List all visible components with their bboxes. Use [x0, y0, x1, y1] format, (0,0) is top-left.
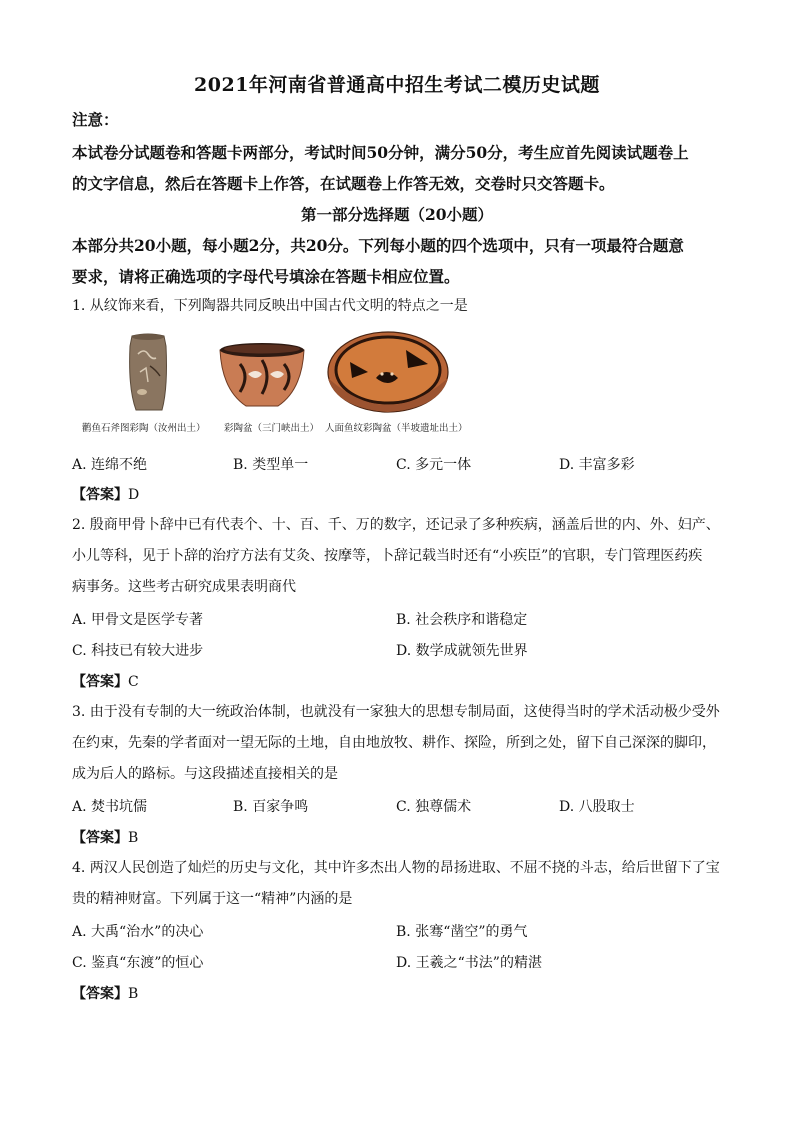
- answer-value: D: [128, 487, 140, 503]
- option-c: C. 科技已有较大进步: [72, 643, 204, 659]
- question-4-stem: 4. 两汉人民创造了灿烂的历史与文化，其中许多杰出人物的昂扬进取、不屈不挠的斗志，给后世留下了宝: [72, 860, 720, 876]
- option-b: B. 社会秩序和谐稳定: [396, 612, 528, 628]
- section-intro-line: 本部分共20小题，每小题2分，共20分。下列每小题的四个选项中，只有一项最符合题意: [72, 236, 684, 255]
- option-b: B. 类型单一: [233, 457, 309, 473]
- option-c: C. 多元一体: [396, 457, 472, 473]
- question-2-stem: 2. 殷商甲骨卜辞中已有代表个、十、百、千、万的数字，还记录了多种疾病，涵盖后世的内、外、妇产、: [72, 517, 720, 533]
- pottery-illustration: [80, 328, 470, 434]
- answer-value: B: [128, 986, 139, 1002]
- option-a: A. 连绵不绝: [72, 457, 148, 473]
- pottery-figure: [80, 328, 470, 434]
- option-b: B. 百家争鸣: [233, 799, 309, 815]
- answer-value: C: [128, 674, 139, 690]
- answer-label: 【答案】: [72, 674, 128, 690]
- question-2-stem: 小儿等科，见于卜辞的治疗方法有艾灸、按摩等，卜辞记载当时还有“小疾臣”的官职，专门管理医药疾: [72, 548, 703, 564]
- option-c: C. 鉴真“东渡”的恒心: [72, 955, 204, 971]
- question-3-stem: 3. 由于没有专制的大一统政治体制，也就没有一家独大的思想专制局面，这使得当时的学术活动极少受外: [72, 704, 720, 720]
- question-2-stem: 病事务。这些考古研究成果表明商代: [72, 579, 296, 595]
- stork-fish-axe-jar-image: [130, 334, 167, 410]
- answer-value: B: [128, 830, 139, 846]
- pottery-caption: 人面鱼纹彩陶盆（半坡遗址出土）: [325, 423, 468, 434]
- option-c: C. 独尊儒术: [396, 799, 472, 815]
- pottery-caption: 彩陶盆（三门峡出土）: [224, 423, 320, 434]
- option-d: D. 数学成就领先世界: [396, 643, 528, 659]
- question-4-stem: 贵的精神财富。下列属于这一“精神”内涵的是: [72, 891, 353, 907]
- human-face-fish-basin-image: [328, 332, 448, 412]
- answer-4: [72, 983, 138, 1003]
- page-title: 2021年河南省普通高中招生考试二模历史试题: [194, 74, 600, 96]
- question-3-stem: 在约束，先秦的学者面对一望无际的土地，自由地放牧、耕作、探险，所到之处，留下自己深深的脚印，: [72, 735, 716, 751]
- option-d: D. 王羲之“书法”的精湛: [396, 955, 542, 971]
- option-a: A. 甲骨文是医学专著: [72, 612, 204, 628]
- section-intro-line: 要求，请将正确选项的字母代号填涂在答题卡相应位置。: [72, 267, 460, 286]
- option-d: D. 八股取士: [559, 799, 635, 815]
- option-d: D. 丰富多彩: [559, 457, 635, 473]
- answer-2: [72, 671, 139, 691]
- section-heading: 第一部分选择题（20小题）: [300, 205, 494, 224]
- notice-label: 注意：: [72, 110, 119, 129]
- notice-line: 的文字信息，然后在答题卡上作答，在试题卷上作答无效，交卷时只交答题卡。: [72, 174, 615, 193]
- answer-label: 【答案】: [72, 830, 128, 846]
- option-b: B. 张骞“凿空”的勇气: [396, 924, 528, 940]
- pottery-caption: 鹳鱼石斧图彩陶（汝州出土）: [82, 423, 206, 434]
- answer-label: 【答案】: [72, 986, 128, 1002]
- painted-basin-image: [220, 343, 304, 406]
- option-a: A. 大禹“治水”的决心: [72, 924, 204, 940]
- question-1-stem: 1. 从纹饰来看，下列陶器共同反映出中国古代文明的特点之一是: [72, 298, 468, 314]
- answer-3: [72, 827, 138, 847]
- question-3-stem: 成为后人的路标。与这段描述直接相关的是: [72, 766, 338, 782]
- answer-label: 【答案】: [72, 487, 128, 503]
- answer-1: [72, 484, 139, 504]
- notice-line: 本试卷分试题卷和答题卡两部分，考试时间50分钟，满分50分，考生应首先阅读试题卷上: [72, 143, 689, 162]
- option-a: A. 焚书坑儒: [72, 799, 148, 815]
